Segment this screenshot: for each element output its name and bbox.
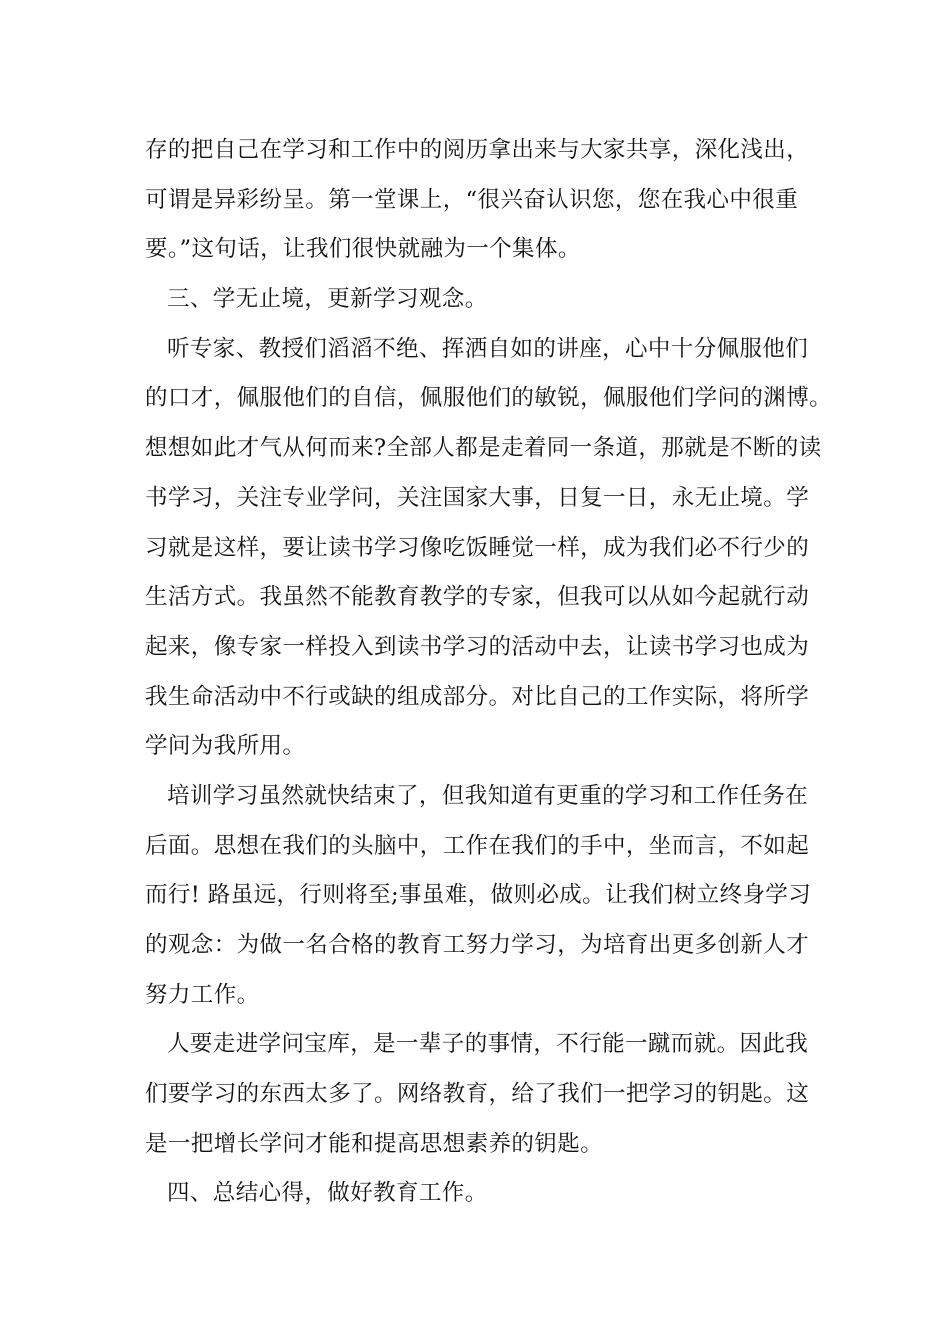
text-line: 起来，像专家一样投入到读书学习的活动中去，让读书学习也成为 xyxy=(145,633,810,660)
section-heading: 三、学无止境，更新学习观念。 xyxy=(167,286,488,313)
text-line: 可谓是异彩纷呈。第一堂课上，“很兴奋认识您，您在我心中很重 xyxy=(145,186,799,213)
text-line: 人要走进学问宝库，是一辈子的事情，不行能一蹴而就。因此我 xyxy=(167,1031,809,1058)
text-line: 的口才，佩服他们的自信，佩服他们的敏锐，佩服他们学问的渊博。 xyxy=(145,385,833,412)
section-heading: 四、总结心得，做好教育工作。 xyxy=(167,1180,488,1207)
text-line: 而行! 路虽远，行则将至;事虽难，做则必成。让我们树立终身学习 xyxy=(145,882,812,909)
document-body xyxy=(145,126,833,1219)
text-line: 习就是这样，要让读书学习像吃饭睡觉一样，成为我们必不行少的 xyxy=(145,534,810,561)
text-line: 生活方式。我虽然不能教育教学的专家，但我可以从如今起就行动 xyxy=(145,584,810,611)
text-line: 我生命活动中不行或缺的组成部分。对比自己的工作实际，将所学 xyxy=(145,683,810,710)
text-line: 想想如此才气从何而来?全部人都是走着同一条道，那就是不断的读 xyxy=(145,435,822,462)
text-line: 存的把自己在学习和工作中的阅历拿出来与大家共享，深化浅出， xyxy=(145,137,810,163)
text-line: 培训学习虽然就快结束了，但我知道有更重的学习和工作任务在 xyxy=(167,782,809,809)
text-line: 是一把增长学问才能和提高思想素养的钥匙。 xyxy=(145,1130,604,1157)
text-line: 后面。思想在我们的头脑中，工作在我们的手中，坐而言，不如起 xyxy=(145,832,810,859)
text-line: 的观念：为做一名合格的教育工努力学习，为培育出更多创新人才 xyxy=(145,932,810,958)
text-line: 们要学习的东西太多了。网络教育，给了我们一把学习的钥匙。这 xyxy=(145,1081,810,1108)
text-line: 努力工作。 xyxy=(145,981,260,1008)
text-line: 学问为我所用。 xyxy=(145,733,306,760)
text-line: 书学习，关注专业学问，关注国家大事，日复一日，永无止境。学 xyxy=(145,484,810,511)
text-line: 听专家、教授们滔滔不绝、挥洒自如的讲座，心中十分佩服他们 xyxy=(167,335,809,362)
text-line: 要。”这句话，让我们很快就融为一个集体。 xyxy=(145,236,581,263)
